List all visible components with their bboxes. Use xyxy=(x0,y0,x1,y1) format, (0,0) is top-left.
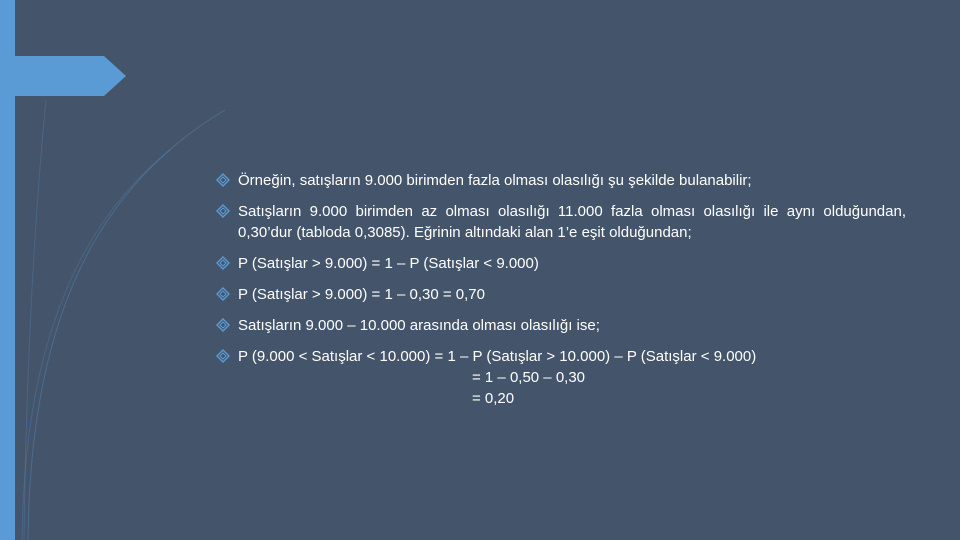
diamond-outline-icon xyxy=(216,173,230,187)
bullet-item-1 xyxy=(216,170,906,191)
bullet-item-2 xyxy=(216,201,906,243)
slide-content xyxy=(216,170,906,419)
bullet-text: P (9.000 < Satışlar < 10.000) = 1 – P (Satışlar > 10.000) – P (Satışlar < 9.000) xyxy=(238,348,757,365)
diamond-outline-icon xyxy=(216,256,230,270)
bullet-item-3 xyxy=(216,253,906,274)
bullet-text: P (Satışlar > 9.000) = 1 – P (Satışlar < 9.000) xyxy=(238,255,539,272)
title-arrow-tab xyxy=(0,56,126,96)
diamond-outline-icon xyxy=(216,204,230,218)
bullet-text: P (Satışlar > 9.000) = 1 – 0,30 = 0,70 xyxy=(238,286,485,303)
bullet-text: Satışların 9.000 – 10.000 arasında olması olasılığı ise; xyxy=(238,317,600,334)
bullet-item-6 xyxy=(216,346,906,409)
bullet-text: Satışların 9.000 birimden az olması olasılığı 11.000 fazla olması olasılığı ile aynı olduğundan, 0,30’dur (tabloda 0,3085). Eğrinin altındaki alan 1’e eşit olduğundan; xyxy=(238,203,906,241)
bullet-item-5 xyxy=(216,315,906,336)
equation-continuation: = 1 – 0,50 – 0,30 xyxy=(472,369,586,386)
diamond-outline-icon xyxy=(216,349,230,363)
bullet-item-4 xyxy=(216,284,906,305)
bullet-text: Örneğin, satışların 9.000 birimden fazla olması olasılığı şu şekilde bulanabilir; xyxy=(238,172,752,189)
equation-result: = 0,20 xyxy=(472,390,515,407)
diamond-outline-icon xyxy=(216,318,230,332)
diamond-outline-icon xyxy=(216,287,230,301)
